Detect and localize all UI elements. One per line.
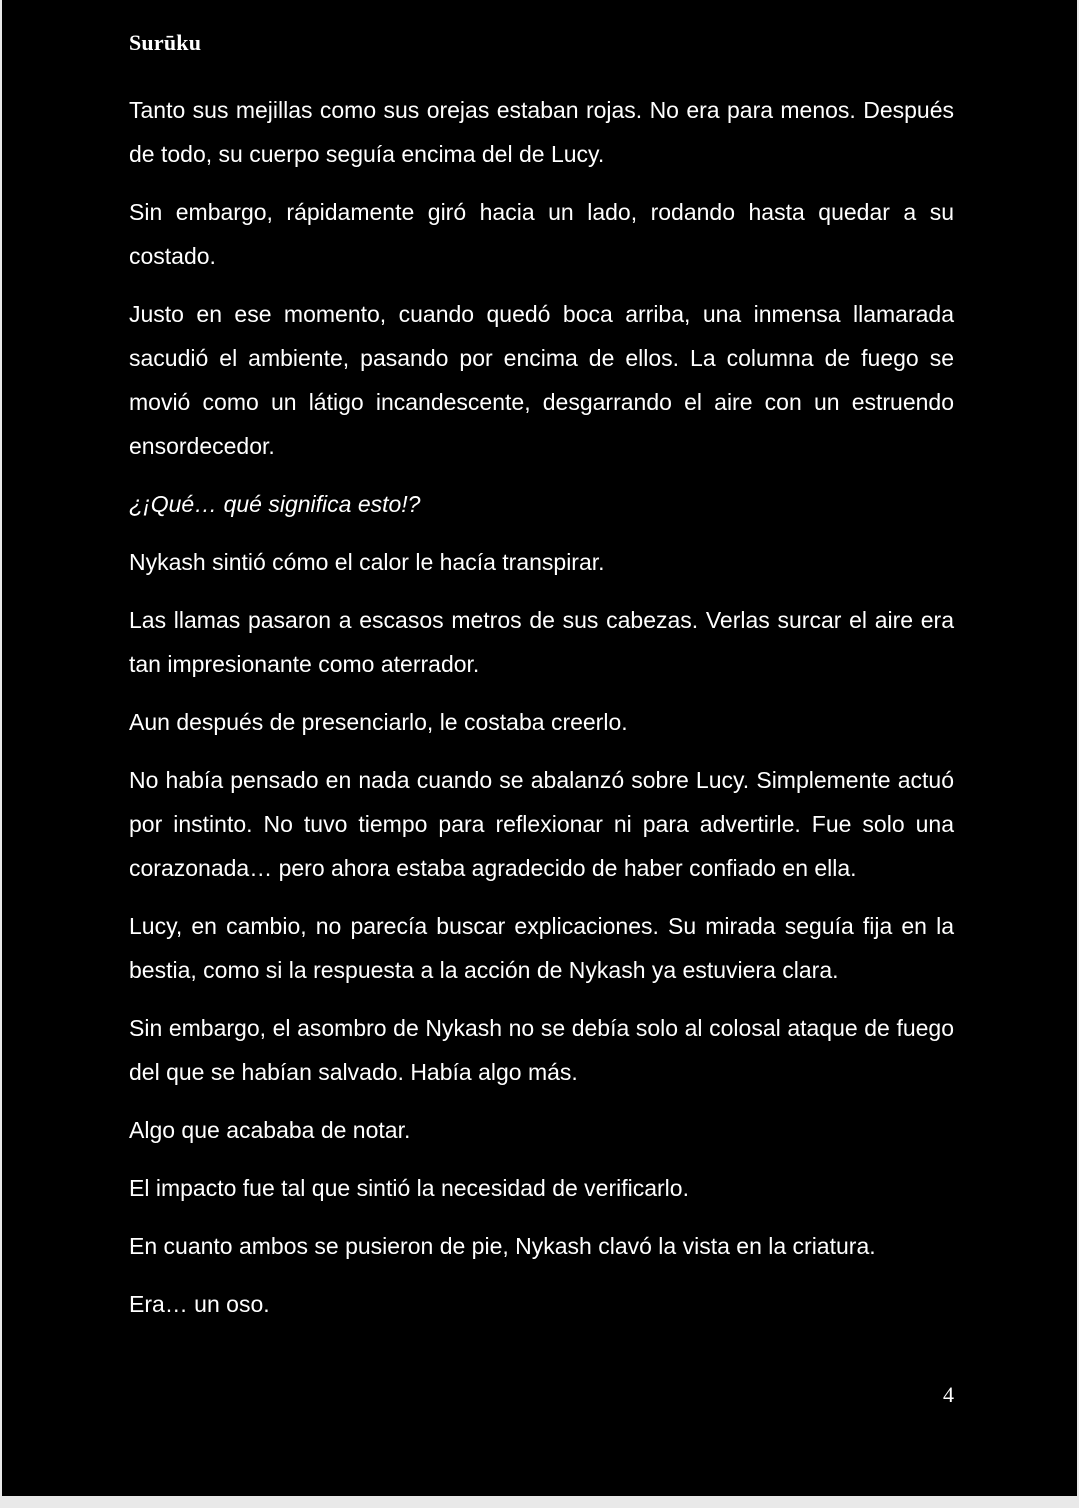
page-number: 4: [943, 1382, 954, 1407]
paragraph: En cuanto ambos se pusieron de pie, Nykash clavó la vista en la criatura.: [129, 1233, 876, 1259]
paragraph: No había pensado en nada cuando se abalanzó sobre Lucy. Simplemente actuó por instinto. No tuvo tiempo para reflexionar ni para advertirle. Fue solo una corazonada… pero ahora estaba agradecido de haber confiado en ella.: [129, 767, 954, 881]
running-header: Surūku: [129, 30, 202, 55]
document-page: [2, 0, 1077, 1496]
paragraph: Lucy, en cambio, no parecía buscar explicaciones. Su mirada seguía fija en la bestia, como si la respuesta a la acción de Nykash ya estuviera clara.: [129, 913, 954, 983]
paragraph: Aun después de presenciarlo, le costaba creerlo.: [129, 709, 628, 735]
paragraph: Justo en ese momento, cuando quedó boca arriba, una inmensa llamarada sacudió el ambiente, pasando por encima de ellos. La columna de fuego se movió como un látigo incandescente, desgarrando el aire con un estruendo ensordecedor.: [129, 301, 954, 459]
paragraph: Era… un oso.: [129, 1291, 270, 1317]
thought-paragraph: ¿¡Qué… qué significa esto!?: [129, 491, 421, 517]
paragraph: Sin embargo, rápidamente giró hacia un lado, rodando hasta quedar a su costado.: [129, 199, 954, 269]
paragraph: Las llamas pasaron a escasos metros de sus cabezas. Verlas surcar el aire era tan impresionante como aterrador.: [129, 607, 954, 677]
paragraph: El impacto fue tal que sintió la necesidad de verificarlo.: [129, 1175, 689, 1201]
body-text: [129, 88, 954, 1340]
paragraph: Nykash sintió cómo el calor le hacía transpirar.: [129, 549, 605, 575]
paragraph: Tanto sus mejillas como sus orejas estaban rojas. No era para menos. Después de todo, su cuerpo seguía encima del de Lucy.: [129, 97, 954, 167]
paragraph: Sin embargo, el asombro de Nykash no se debía solo al colosal ataque de fuego del que se habían salvado. Había algo más.: [129, 1015, 954, 1085]
paragraph: Algo que acababa de notar.: [129, 1117, 411, 1143]
